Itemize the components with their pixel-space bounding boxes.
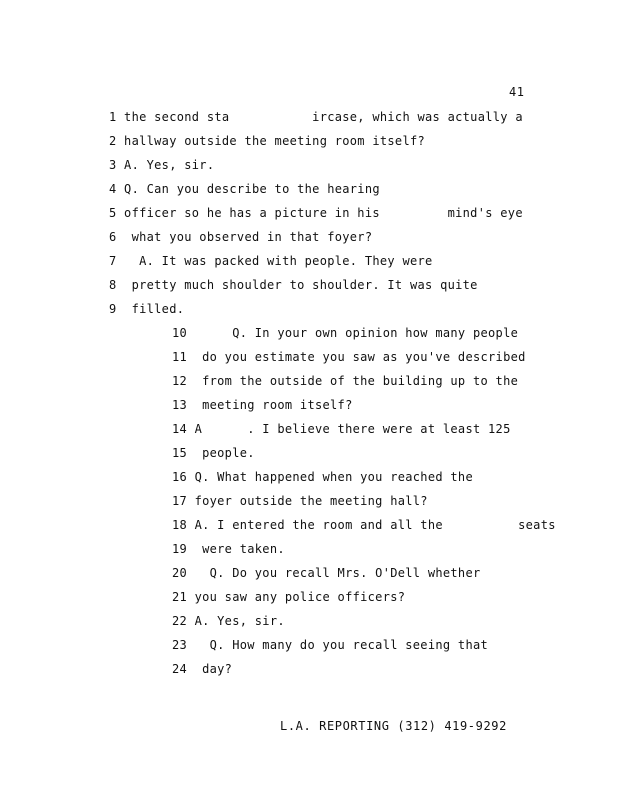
transcript-line-16: 16 Q. What happened when you reached the [172,470,473,484]
transcript-line-4: 4 Q. Can you describe to the hearing [109,182,380,196]
transcript-line-20: 20 Q. Do you recall Mrs. O'Dell whether [172,566,481,580]
transcript-line-5: 5 officer so he has a picture in his mind's eye [109,206,523,220]
page-number: 41 [509,85,525,99]
transcript-line-12: 12 from the outside of the building up to the [172,374,519,388]
transcript-line-11: 11 do you estimate you saw as you've described [172,350,526,364]
transcript-line-8: 8 pretty much shoulder to shoulder. It was quite [109,278,478,292]
transcript-line-15: 15 people. [172,446,255,460]
transcript-line-7: 7 A. It was packed with people. They were [109,254,433,268]
reporter-footer: L.A. REPORTING (312) 419-9292 [280,719,507,733]
transcript-line-17: 17 foyer outside the meeting hall? [172,494,428,508]
transcript-line-13: 13 meeting room itself? [172,398,353,412]
transcript-line-19: 19 were taken. [172,542,285,556]
transcript-line-22: 22 A. Yes, sir. [172,614,285,628]
transcript-line-2: 2 hallway outside the meeting room itself? [109,134,426,148]
transcript-line-21: 21 you saw any police officers? [172,590,406,604]
transcript-line-24: 24 day? [172,662,233,676]
transcript-line-1: 1 the second sta ircase, which was actually a [109,110,523,124]
transcript-line-18: 18 A. I entered the room and all the seats [172,518,556,532]
transcript-line-6: 6 what you observed in that foyer? [109,230,373,244]
transcript-line-10: 10 Q. In your own opinion how many people [172,326,519,340]
transcript-line-3: 3 A. Yes, sir. [109,158,215,172]
transcript-line-14: 14 A . I believe there were at least 125 [172,422,511,436]
transcript-line-9: 9 filled. [109,302,185,316]
transcript-line-23: 23 Q. How many do you recall seeing that [172,638,489,652]
